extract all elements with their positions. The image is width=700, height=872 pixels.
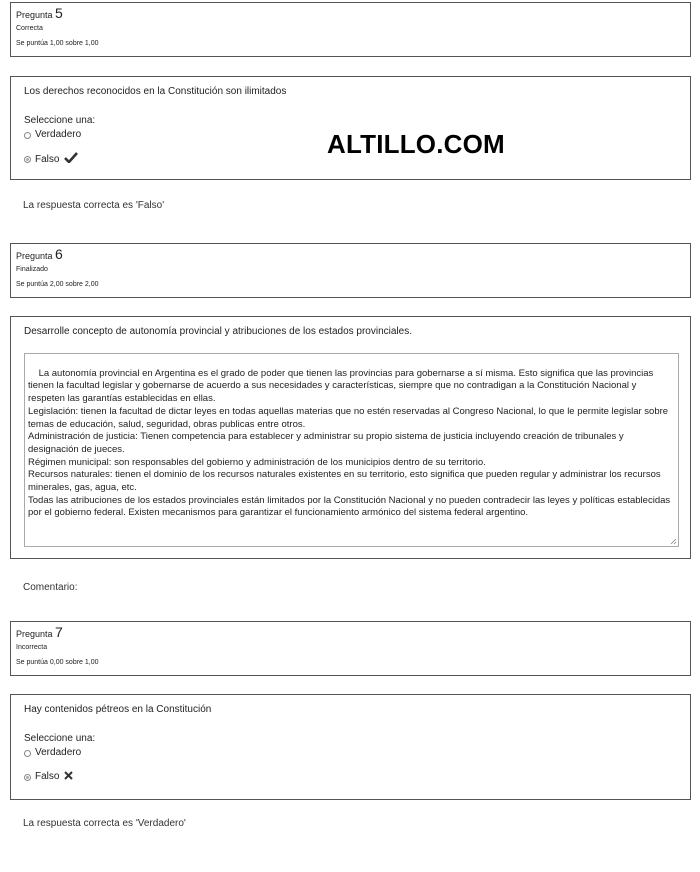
- question-number: 5: [55, 5, 63, 21]
- question-label: Pregunta: [16, 629, 53, 639]
- watermark: ALTILLO.COM: [327, 129, 505, 159]
- comment-label: Comentario:: [23, 582, 78, 593]
- radio-verdadero[interactable]: [24, 750, 31, 757]
- check-icon: [64, 152, 78, 167]
- resize-handle-icon[interactable]: [670, 538, 677, 545]
- question-prompt: Los derechos reconocidos en la Constitución son ilimitados: [24, 86, 287, 97]
- answer-textarea[interactable]: [24, 353, 679, 547]
- question-label: Pregunta: [16, 10, 53, 20]
- question-status: Finalizado: [16, 266, 48, 273]
- option-verdadero[interactable]: [24, 746, 677, 760]
- question-status: Correcta: [16, 25, 43, 32]
- answer-text: La autonomía provincial en Argentina es el grado de poder que tienen las provincias para gobernarse a sí misma. Esto significa que las provincias tienen la facultad legislar y gobernarse de acuerdo a sus necesidades y características, siempre que no contradigan a la Constitución Nacional y respeten las garantías establecidas en ellas. Legislación: tienen la facultad de dictar leyes en todas aquellas materias que no estén reservadas al Congreso Nacional, lo que le permite legislar sobre temas de educación, salud, seguridad, obras publicas entre otros. Administración de justicia: Tienen competencia para establecer y administrar su propio sistema de justicia incluyendo creación de tribunales y designación de jueces. Régimen municipal: son responsables del gobierno y administración de los municipios dentro de su territorio. Recursos naturales: tienen el dominio de los recursos naturales existentes en su territorio, esto significa que pueden regular y administrar los recursos minerales, gas, agua, etc. Todas las atribuciones de los estados provinciales están limitados por la Constitución Nacional y no pueden contradecir las leyes y políticas establecidas por el gobierno federal. Existen mecanismos para garantizar el funcionamiento armónico del sistema federal argentino.: [28, 367, 671, 519]
- option-label: Verdadero: [35, 747, 82, 758]
- question-score: Se puntúa 0,00 sobre 1,00: [16, 659, 99, 666]
- question-label: Pregunta: [16, 251, 53, 261]
- question-6-info: [10, 243, 691, 298]
- question-score: Se puntúa 2,00 sobre 2,00: [16, 281, 99, 288]
- option-label: Falso: [35, 153, 60, 165]
- radio-verdadero[interactable]: [24, 132, 31, 139]
- question-feedback: La respuesta correcta es 'Verdadero': [23, 818, 186, 829]
- radio-falso[interactable]: [24, 774, 31, 781]
- question-6-content: [10, 316, 691, 559]
- question-number: 6: [55, 246, 63, 262]
- question-5-content: [10, 76, 691, 180]
- question-prompt: Hay contenidos pétreos en la Constitución: [24, 704, 212, 715]
- cross-icon: [64, 770, 73, 784]
- option-label: Falso: [35, 771, 60, 782]
- question-score: Se puntúa 1,00 sobre 1,00: [16, 40, 99, 47]
- radio-falso[interactable]: [24, 156, 31, 163]
- question-feedback: La respuesta correcta es 'Falso': [23, 200, 165, 211]
- question-7-content: [10, 694, 691, 800]
- option-falso[interactable]: [24, 770, 677, 784]
- question-status: Incorrecta: [16, 644, 48, 651]
- select-label: Seleccione una:: [24, 115, 96, 126]
- question-number: 7: [55, 624, 63, 640]
- question-prompt: Desarrolle concepto de autonomía provincial y atribuciones de los estados provinciales.: [24, 326, 412, 337]
- select-label: Seleccione una:: [24, 733, 96, 744]
- option-label: Verdadero: [35, 129, 82, 140]
- question-5-info: [10, 2, 691, 57]
- question-7-info: [10, 621, 691, 676]
